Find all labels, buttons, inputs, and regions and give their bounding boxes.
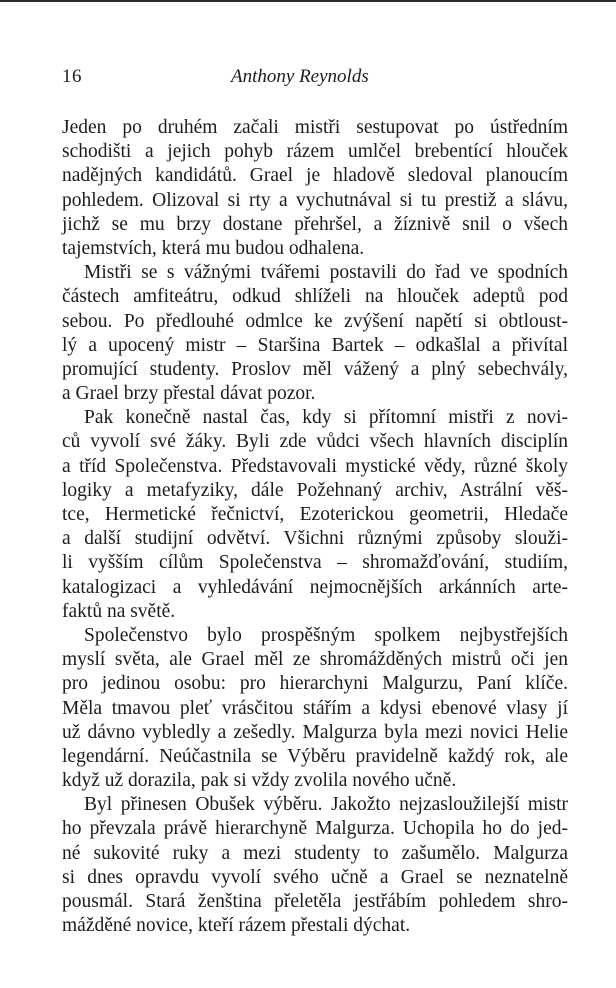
text-line: myslí světa, ale Grael měl ze shromážděných mistrů oči jen	[62, 649, 568, 671]
text-line: pro jedinou osobu: pro hierarchyni Malgurzu, Paní klíče.	[62, 673, 568, 695]
text-line: schodišti a jejich pohyb rázem umlčel brebentící hlouček	[62, 141, 568, 163]
text-line: logiky a metafyziky, dále Požehnaný archiv, Astrální věš-	[62, 479, 568, 501]
text-line: Pak konečně nastal čas, kdy si přítomní mistři z novi-	[84, 407, 568, 429]
text-line: Byl přinesen Obušek výběru. Jakožto nejzasloužilejší mistr	[84, 794, 568, 816]
text-line: tajemstvích, která mu budou odhalena.	[62, 237, 365, 259]
text-line: faktů na světě.	[62, 600, 176, 622]
text-line: tce, Hermetické řečnictví, Ezoterickou geometrii, Hledače	[62, 504, 568, 525]
top-rule	[0, 0, 616, 2]
text-line: li vyšším cílům Společenstva – shromažďování, studiím,	[62, 552, 568, 574]
text-line: né sukovité ruky a mezi studenty to zašumělo. Malgurza	[62, 842, 568, 864]
text-line: legendární. Neúčastnila se Výběru pravidelně každý rok, ale	[62, 745, 568, 767]
text-line: nadějných kandidátů. Grael je hladově sledoval planoucím	[62, 165, 568, 187]
paragraph	[62, 624, 568, 793]
text-line: Jeden po druhém začali mistři sestupovat po ústředním	[62, 117, 568, 138]
text-line: a další studijní odvětví. Všichni různými způsoby slouži-	[62, 528, 568, 550]
text-line: Měla tmavou pleť vrásčitou stářím a kdysi ebenové vlasy jí	[62, 697, 568, 719]
text-line: lý a upocený mistr – Staršina Bartek – odkašlal a přivítal	[62, 334, 568, 356]
text-line: Mistři se s vážnými tvářemi postavili do řad ve spodních	[84, 262, 568, 284]
page-number: 16	[62, 66, 82, 87]
text-line: pohledem. Olizoval si rty a vychutnával si tu prestiž a slávu,	[62, 189, 568, 211]
paragraph	[62, 261, 568, 406]
text-line: když už dorazila, pak si vždy zvolila nového učně.	[62, 770, 457, 792]
paragraph	[62, 406, 568, 624]
body-text	[62, 116, 568, 938]
text-line: jichž se mu brzy dostane přehršel, a žíznivě snil o všech	[62, 213, 568, 235]
paragraph	[62, 793, 568, 938]
text-line: Společenstvo bylo prospěšným spolkem nejbystřejších	[84, 624, 568, 646]
text-line: pousmál. Stará ženština přeletěla jestřábím pohledem shro-	[62, 891, 568, 912]
text-line: promující studenty. Proslov měl vážený a plný sebechvály,	[62, 358, 568, 380]
paragraph	[62, 116, 568, 261]
text-line: částech amfiteátru, odkud shlíželi na hlouček adeptů pod	[62, 286, 568, 308]
running-head-author: Anthony Reynolds	[231, 66, 369, 87]
text-line: sebou. Po předlouhé odmlce ke zvýšení napětí si obtloust-	[62, 310, 568, 332]
text-line: už dávno vybledly a zešedly. Malgurza byla mezi novici Helie	[62, 721, 568, 743]
text-line: a Grael brzy přestal dávat pozor.	[62, 383, 316, 405]
text-line: ho převzala právě hierarchyně Malgurza. Uchopila ho do jed-	[62, 818, 568, 840]
running-head	[62, 66, 568, 90]
text-line: si dnes opravdu vyvolí svého učně a Grael se neznatelně	[62, 866, 568, 888]
text-line: a tříd Společenstva. Představovali mystické vědy, různé školy	[62, 455, 568, 477]
text-line: mážděné novice, kteří rázem přestali dýchat.	[62, 915, 411, 937]
text-line: ců vyvolí své žáky. Byli zde vůdci všech hlavních disciplín	[62, 431, 568, 453]
text-line: katalogizaci a vyhledávání nejmocnějších arkánních arte-	[62, 576, 568, 598]
